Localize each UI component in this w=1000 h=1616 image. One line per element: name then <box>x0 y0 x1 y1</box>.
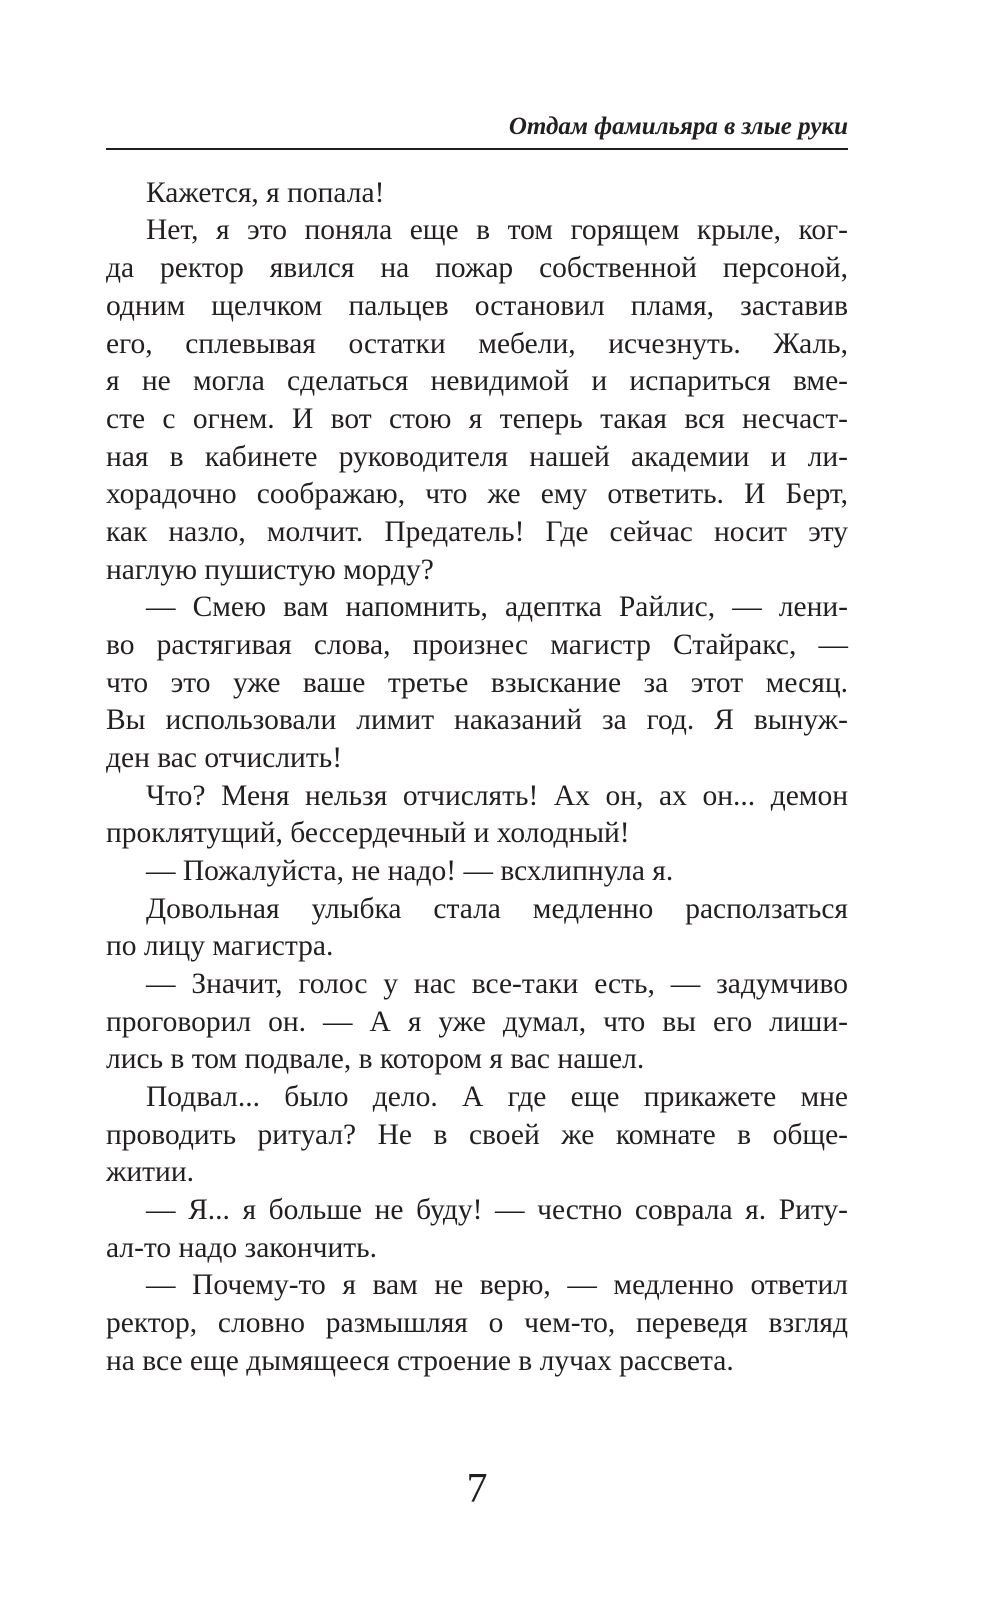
text-line: ная в кабинете руководителя нашей академии и ли- <box>106 441 848 473</box>
text-line: по лицу магистра. <box>106 930 334 962</box>
text-line: — Значит, голос у нас все-таки есть, — задумчиво <box>146 968 848 1000</box>
text-line: — Смею вам напомнить, адептка Райлис, — лени- <box>146 591 848 623</box>
text-line: что это уже ваше третье взыскание за этот месяц. <box>106 667 848 699</box>
text-line: ал-то надо закончить. <box>106 1232 378 1264</box>
text-line: ректор, словно размышляя о чем-то, переведя взгляд <box>106 1307 848 1339</box>
text-line: во растягивая слова, произнес магистр Стайракс, — <box>106 629 848 661</box>
text-line: проговорил он. — А я уже думал, что вы его лиши- <box>106 1006 848 1038</box>
page-number: 7 <box>466 1466 488 1512</box>
text-line: на все еще дымящееся строение в лучах рассвета. <box>106 1345 734 1377</box>
header-rule <box>106 148 848 150</box>
text-line: я не могла сделаться невидимой и испариться вме- <box>106 365 848 397</box>
text-line: житии. <box>106 1156 195 1188</box>
text-line: — Я... я больше не буду! — честно соврала я. Риту- <box>146 1194 848 1226</box>
text-line: проклятущий, бессердечный и холодный! <box>106 817 630 849</box>
text-line: как назло, молчит. Предатель! Где сейчас носит эту <box>106 516 848 548</box>
text-line: одним щелчком пальцев остановил пламя, заставив <box>106 290 848 322</box>
text-line: проводить ритуал? Не в своей же комнате в обще- <box>106 1119 848 1151</box>
text-line: наглую пушистую морду? <box>106 554 434 586</box>
text-line: ден вас отчислить! <box>106 742 343 774</box>
text-line: Вы использовали лимит наказаний за год. Я вынуж- <box>106 704 848 736</box>
text-line: Подвал... было дело. А где еще прикажете мне <box>146 1081 848 1113</box>
text-line: хорадочно соображаю, что же ему ответить. И Берт, <box>106 478 848 510</box>
text-line: его, сплевывая остатки мебели, исчезнуть. Жаль, <box>106 328 848 360</box>
text-line: Довольная улыбка стала медленно расползаться <box>146 893 848 925</box>
text-line: сте с огнем. И вот стою я теперь такая вся несчаст- <box>106 403 848 435</box>
text-line: — Пожалуйста, не надо! — всхлипнула я. <box>146 855 674 887</box>
text-line: лись в том подвале, в котором я вас нашел. <box>106 1043 645 1075</box>
running-head: Отдам фамильяра в злые руки <box>508 113 848 140</box>
text-line: Нет, я это поняла еще в том горящем крыле, ког- <box>146 214 848 246</box>
text-line: да ректор явился на пожар собственной персоной, <box>106 252 848 284</box>
text-line: Кажется, я попала! <box>146 177 385 209</box>
text-line: Что? Меня нельзя отчислять! Ах он, ах он... демон <box>146 780 848 812</box>
text-line: — Почему-то я вам не верю, — медленно ответил <box>146 1269 848 1301</box>
